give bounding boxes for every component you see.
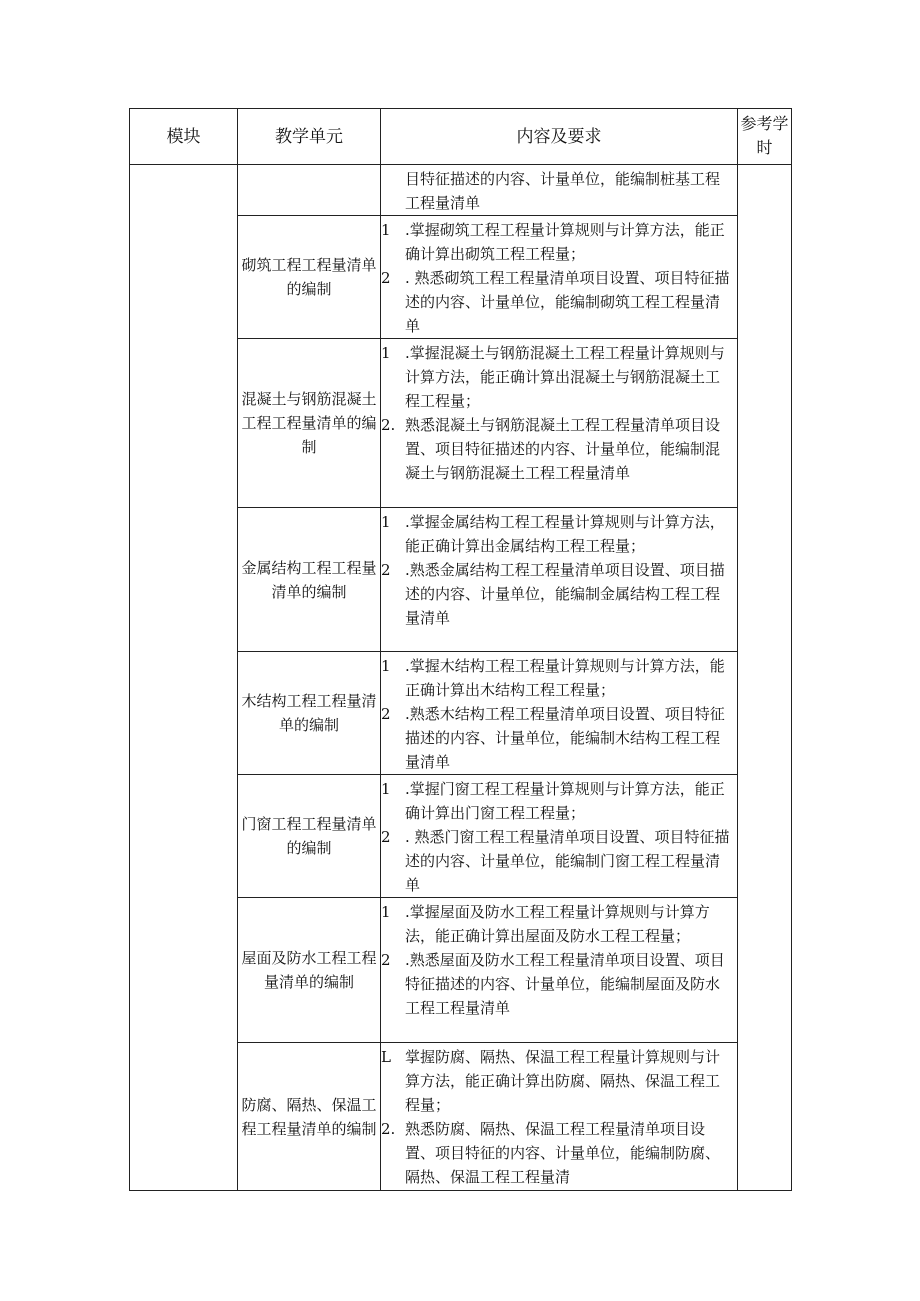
- list-item: [381, 558, 737, 630]
- module-cell: [130, 165, 238, 1191]
- item-text: 熟悉混凝土与钢筋混凝土工程工程量清单项目设置、项目特征描述的内容、计量单位，能编制混凝土与钢筋混凝土工程工程量清单: [405, 416, 721, 482]
- list-item: [381, 1045, 737, 1117]
- content-cell: [381, 652, 738, 775]
- content-cell: [381, 339, 738, 508]
- item-text: 熟悉防腐、隔热、保温工程工程量清单项目设置、项目特征的内容、计量单位，能编制防腐、隔热、保温工程工程量清: [405, 1120, 721, 1186]
- list-item: [381, 1117, 737, 1189]
- list-item: [381, 413, 737, 485]
- list-item: [381, 510, 737, 558]
- item-text: .熟悉屋面及防水工程工程量清单项目设置、项目特征描述的内容、计量单位，能编制屋面及防水工程工程量清单: [405, 951, 725, 1017]
- unit-cell: 门窗工程工程量清单的编制: [238, 775, 381, 898]
- unit-cell: 金属结构工程工程量清单的编制: [238, 508, 381, 652]
- hours-cell: [738, 165, 792, 1191]
- item-marker: 2: [381, 269, 391, 287]
- list-item: [381, 218, 737, 266]
- item-text: . 熟悉门窗工程工程量清单项目设置、项目特征描述的内容、计量单位，能编制门窗工程工程量清单: [405, 828, 730, 894]
- item-text: .掌握混凝土与钢筋混凝土工程工程量计算规则与计算方法，能正确计算出混凝土与钢筋混凝土工程工程量；: [405, 344, 725, 410]
- item-marker: 2: [381, 828, 391, 846]
- item-marker: 1: [381, 903, 391, 921]
- item-marker: 2: [381, 561, 391, 579]
- item-text: .掌握砌筑工程工程量计算规则与计算方法，能正确计算出砌筑工程工程量；: [405, 221, 725, 263]
- unit-cell: 混凝土与钢筋混凝土工程工程量清单的编制: [238, 339, 381, 508]
- list-item: [381, 948, 737, 1020]
- item-text: .熟悉木结构工程工程量清单项目设置、项目特征描述的内容、计量单位，能编制木结构工程工程量清单: [405, 705, 725, 771]
- content-cell: [381, 508, 738, 652]
- item-text: .掌握屋面及防水工程工程量计算规则与计算方法，能正确计算出屋面及防水工程工程量；: [405, 903, 710, 945]
- list-item: [381, 654, 737, 702]
- header-module: 模块: [130, 109, 238, 165]
- unit-cell: 砌筑工程工程量清单的编制: [238, 216, 381, 339]
- content-cell: [381, 1043, 738, 1191]
- list-item: [381, 825, 737, 897]
- item-text: .熟悉金属结构工程工程量清单项目设置、项目描述的内容、计量单位，能编制金属结构工程工程量清单: [405, 561, 725, 627]
- item-marker: 2.: [381, 1120, 396, 1138]
- unit-cell: 防腐、隔热、保温工程工程量清单的编制: [238, 1043, 381, 1191]
- header-unit: 教学单元: [238, 109, 381, 165]
- unit-cell: 木结构工程工程量清单的编制: [238, 652, 381, 775]
- item-marker: 2.: [381, 416, 396, 434]
- content-cell: [381, 165, 738, 216]
- list-item: [381, 702, 737, 774]
- item-text: .掌握金属结构工程工程量计算规则与计算方法，能正确计算出金属结构工程工程量；: [405, 513, 725, 555]
- item-marker: 2: [381, 705, 391, 723]
- list-item: [381, 777, 737, 825]
- item-marker: 2: [381, 951, 391, 969]
- item-marker: 1: [381, 221, 391, 239]
- syllabus-table: [129, 108, 792, 1191]
- item-marker: 1: [381, 344, 391, 362]
- list-item: [381, 341, 737, 413]
- item-text: . 熟悉砌筑工程工程量清单项目设置、项目特征描述的内容、计量单位，能编制砌筑工程工程量清单: [405, 269, 730, 335]
- content-cell: [381, 216, 738, 339]
- list-item: [381, 266, 737, 338]
- table-header-row: [130, 109, 792, 165]
- item-marker: 1: [381, 780, 391, 798]
- content-continuation: 目特征描述的内容、计量单位，能编制桩基工程工程量清单: [405, 170, 721, 212]
- unit-cell: [238, 165, 381, 216]
- header-content: 内容及要求: [381, 109, 738, 165]
- item-marker: L: [381, 1048, 391, 1066]
- content-cell: [381, 775, 738, 898]
- unit-cell: 屋面及防水工程工程量清单的编制: [238, 898, 381, 1043]
- list-item: [381, 900, 737, 948]
- item-marker: 1: [381, 513, 391, 531]
- item-text: 掌握防腐、隔热、保温工程工程量计算规则与计算方法，能正确计算出防腐、隔热、保温工程工程量；: [405, 1048, 721, 1114]
- header-hours: 参考学时: [738, 109, 792, 165]
- content-cell: [381, 898, 738, 1043]
- table-row: [130, 165, 792, 216]
- item-text: .掌握木结构工程工程量计算规则与计算方法，能正确计算出木结构工程工程量；: [405, 657, 725, 699]
- item-marker: 1: [381, 657, 391, 675]
- item-text: .掌握门窗工程工程量计算规则与计算方法，能正确计算出门窗工程工程量；: [405, 780, 725, 822]
